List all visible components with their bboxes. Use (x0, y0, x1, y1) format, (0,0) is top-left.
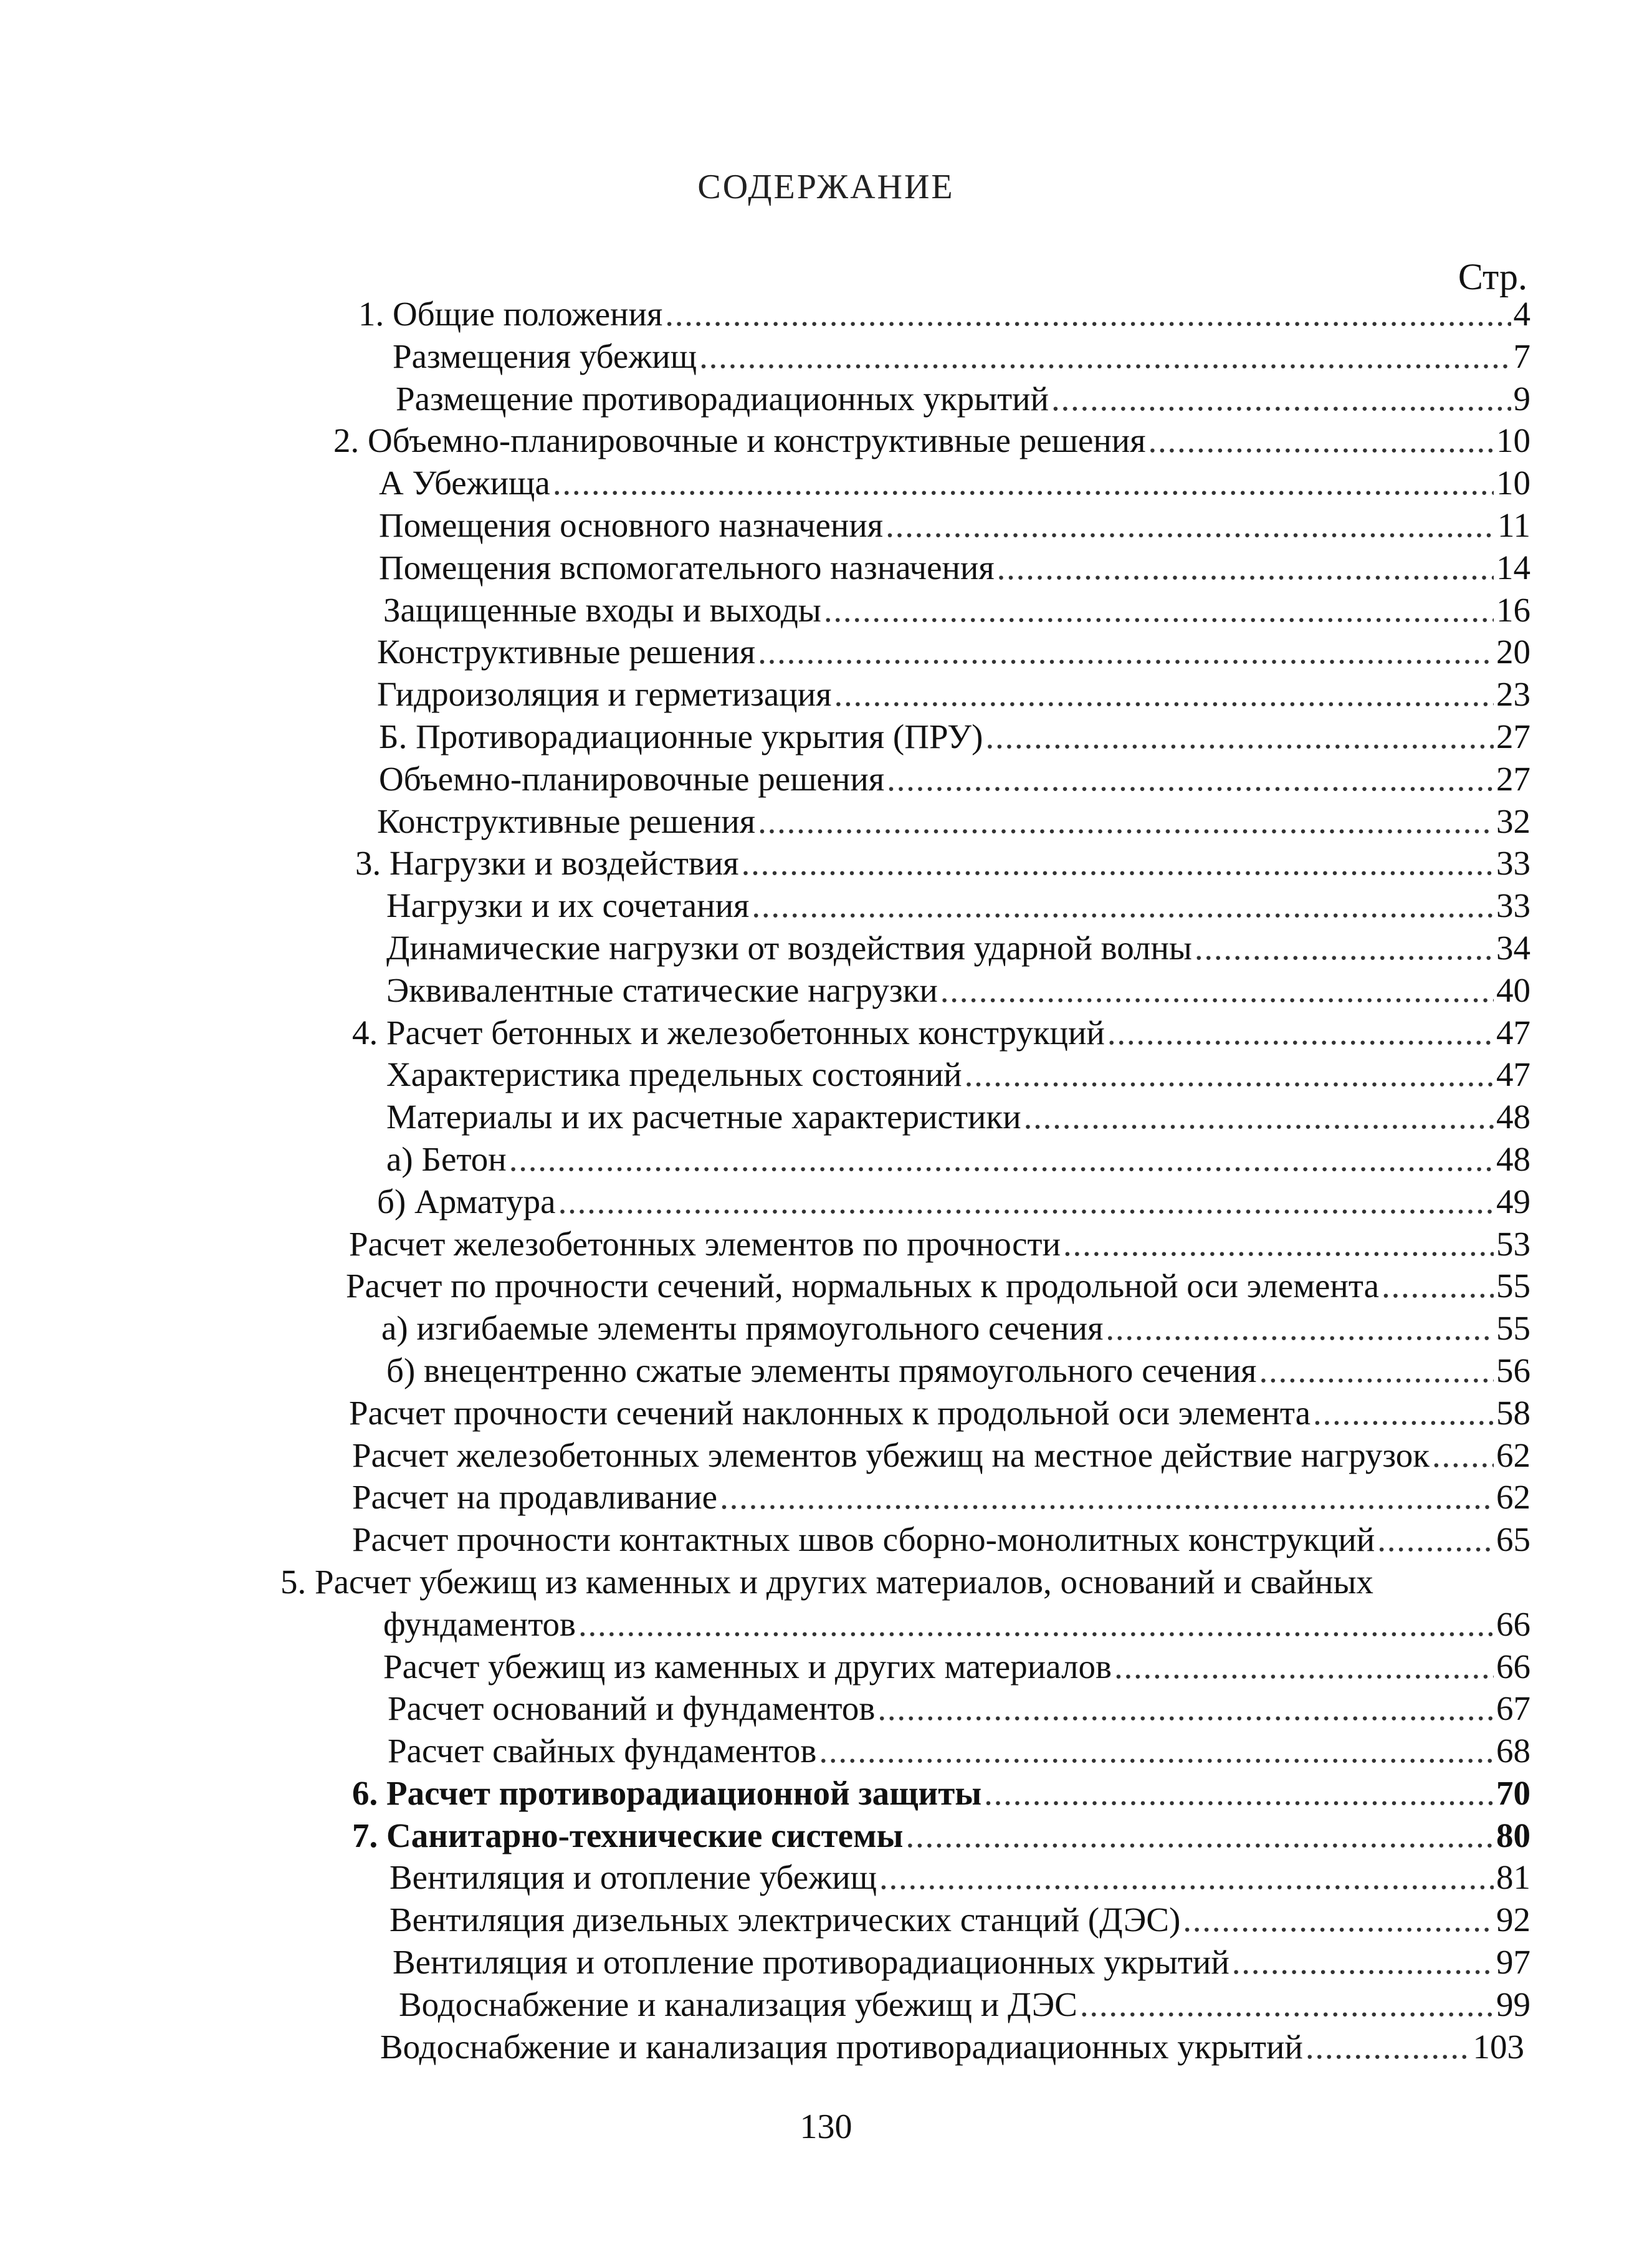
toc-entry-title: 6. Расчет противорадиационной защиты (352, 1773, 982, 1812)
toc-leader-dots (1306, 2026, 1471, 2068)
toc-leader-dots (1432, 1434, 1494, 1477)
toc-leader-dots (1063, 1223, 1494, 1265)
toc-entry-page: 4 (1513, 295, 1530, 333)
toc-leader-dots (1195, 927, 1494, 969)
toc-entry-title: Расчет прочности контактных швов сборно-монолитных конструкций (352, 1520, 1375, 1559)
toc-leader-dots (887, 758, 1494, 800)
toc-entry-page: 33 (1496, 844, 1530, 883)
toc-entry[interactable] (0, 1730, 1652, 1772)
toc-leader-dots (758, 631, 1494, 673)
toc-entry-page: 103 (1473, 2027, 1524, 2066)
toc-entry-title: Вентиляция и отопление убежищ (389, 1858, 877, 1897)
toc-entry-title: Вентиляция дизельных электрических станций (ДЭС) (389, 1901, 1181, 1939)
toc-entry[interactable] (0, 589, 1652, 631)
toc-leader-dots (819, 1730, 1494, 1772)
toc-entry-page: 55 (1496, 1267, 1530, 1305)
toc-entry-page: 34 (1496, 928, 1530, 967)
toc-leader-dots (1148, 420, 1494, 462)
toc-leader-dots (997, 547, 1494, 589)
toc-entry-page: 55 (1496, 1309, 1530, 1348)
toc-leader-dots (1382, 1265, 1494, 1307)
toc-entry-page: 33 (1496, 886, 1530, 925)
toc-leader-dots (1080, 1983, 1494, 2026)
toc-entry[interactable] (0, 842, 1652, 885)
toc-entry-title: б) Арматура (377, 1182, 556, 1221)
toc-entry[interactable] (0, 1223, 1652, 1265)
toc-entry[interactable] (0, 504, 1652, 547)
toc-entry[interactable] (0, 758, 1652, 800)
toc-leader-dots (1024, 1096, 1494, 1138)
toc-leader-dots (553, 462, 1494, 504)
toc-entry[interactable] (0, 673, 1652, 716)
toc-entry-title: 7. Санитарно-технические системы (352, 1816, 904, 1854)
toc-entry[interactable] (0, 1687, 1652, 1730)
toc-entry-page: 58 (1496, 1393, 1530, 1432)
toc-entry-page: 67 (1496, 1689, 1530, 1728)
toc-entry[interactable] (0, 716, 1652, 758)
toc-entry-page: 70 (1496, 1773, 1530, 1812)
toc-entry-title: Динамические нагрузки от воздействия ударной волны (386, 928, 1192, 967)
toc-entry[interactable] (0, 1012, 1652, 1054)
toc-leader-dots (1183, 1899, 1494, 1941)
toc-entry[interactable] (0, 1772, 1652, 1815)
toc-entry-title: а) Бетон (386, 1139, 507, 1178)
toc-entry-page: 68 (1496, 1732, 1530, 1770)
toc-entry-page: 9 (1513, 379, 1530, 418)
toc-entry-title: Материалы и их расчетные характеристики (386, 1098, 1021, 1136)
toc-entry-page: 53 (1496, 1224, 1530, 1263)
toc-entry-title: Водоснабжение и канализация противорадиационных укрытий (380, 2027, 1303, 2066)
toc-leader-dots (824, 589, 1494, 631)
toc-entry[interactable] (0, 1181, 1652, 1223)
toc-entry[interactable] (0, 335, 1652, 378)
toc-entry-page: 92 (1496, 1901, 1530, 1939)
toc-entry[interactable] (0, 1307, 1652, 1350)
toc-entry-page: 27 (1496, 759, 1530, 798)
toc-entry-page: 66 (1496, 1604, 1530, 1643)
toc-entry[interactable] (0, 420, 1652, 462)
toc-entry[interactable] (0, 1646, 1652, 1688)
toc-entry-page: 65 (1496, 1520, 1530, 1559)
toc-entry-title: Расчет свайных фундаментов (388, 1732, 817, 1770)
toc-leader-dots (906, 1815, 1494, 1857)
toc-leader-dots (1105, 1307, 1494, 1350)
toc-leader-dots (1232, 1941, 1494, 1983)
toc-entry[interactable] (0, 1856, 1652, 1899)
toc-entry[interactable] (0, 631, 1652, 673)
toc-entry-title: Размещения убежищ (393, 337, 697, 375)
toc-leader-dots (834, 673, 1494, 716)
toc-entry-page: 97 (1496, 1943, 1530, 1982)
toc-entry-title: Конструктивные решения (377, 802, 756, 840)
toc-leader-dots (886, 504, 1495, 547)
toc-entry-title: Конструктивные решения (377, 633, 756, 671)
toc-entry[interactable] (0, 1603, 1652, 1646)
toc-entry[interactable] (0, 800, 1652, 843)
toc-entry-title: б) внецентренно сжатые элементы прямоугольного сечения (386, 1351, 1257, 1389)
toc-entry[interactable] (0, 1476, 1652, 1518)
toc-leader-dots (665, 293, 1511, 335)
toc-entry-page: 14 (1496, 548, 1530, 587)
toc-leader-dots (984, 1772, 1494, 1815)
toc-entry-page: 81 (1496, 1858, 1530, 1897)
toc-entry-title: Расчет прочности сечений наклонных к продольной оси элемента (349, 1393, 1311, 1432)
toc-entry-page: 20 (1496, 633, 1530, 671)
toc-entry-page: 10 (1496, 464, 1530, 502)
toc-entry-page: 23 (1496, 675, 1530, 714)
toc-entry-title: А Убежища (379, 464, 550, 502)
toc-entry-title: Эквивалентные статические нагрузки (386, 971, 938, 1009)
toc-leader-dots (758, 800, 1494, 843)
toc-entry[interactable] (0, 1434, 1652, 1477)
toc-leader-dots (578, 1603, 1494, 1646)
toc-entry-title: Гидроизоляция и герметизация (377, 675, 832, 714)
toc-entry-title: Расчет по прочности сечений, нормальных к продольной оси элемента (346, 1267, 1379, 1305)
toc-entry-page: 10 (1496, 421, 1530, 460)
toc-entry-title: Нагрузки и их сочетания (386, 886, 750, 925)
toc-entry-page: 7 (1513, 337, 1530, 375)
toc-leader-dots (1107, 1012, 1494, 1054)
toc-entry[interactable] (0, 462, 1652, 504)
toc-entry-page: 49 (1496, 1182, 1530, 1221)
toc-entry[interactable] (0, 378, 1652, 420)
toc-entry-page: 16 (1496, 590, 1530, 629)
toc-entry-page: 56 (1496, 1351, 1530, 1389)
toc-entry-page: 32 (1496, 802, 1530, 840)
toc-leader-dots (720, 1476, 1494, 1518)
toc-entry-multiline-head[interactable] (0, 1561, 1652, 1603)
toc-entry[interactable] (0, 1138, 1652, 1181)
toc-entry-title: Б. Противорадиационные укрытия (ПРУ) (379, 717, 983, 755)
toc-entry-title: Помещения основного назначения (379, 506, 884, 544)
toc-entry-title: 4. Расчет бетонных и железобетонных конструкций (352, 1013, 1105, 1052)
toc-entry-title: Расчет на продавливание (352, 1478, 718, 1517)
toc-leader-dots (1114, 1646, 1494, 1688)
toc-entry-title: 1. Общие положения (358, 295, 663, 333)
toc-entry[interactable] (0, 547, 1652, 589)
toc-entry-page: 27 (1496, 717, 1530, 755)
toc-entry-title: а) изгибаемые элементы прямоугольного сечения (381, 1309, 1104, 1348)
toc-entry-page: 80 (1496, 1816, 1530, 1854)
toc-leader-dots (742, 842, 1494, 885)
toc-leader-dots (879, 1856, 1494, 1899)
toc-entry-page: 40 (1496, 971, 1530, 1009)
toc-entry[interactable] (0, 1265, 1652, 1307)
toc-entry-page: 47 (1496, 1055, 1530, 1094)
toc-entry-title: Расчет оснований и фундаментов (388, 1689, 876, 1728)
toc-entry[interactable] (0, 1392, 1652, 1434)
toc-entry-page: 66 (1496, 1647, 1530, 1686)
toc-entry-title: Размещение противорадиационных укрытий (396, 379, 1049, 418)
toc-entry[interactable] (0, 1518, 1652, 1561)
toc-entry[interactable] (0, 293, 1652, 335)
toc-entry-page: 11 (1497, 506, 1530, 544)
toc-leader-dots (985, 716, 1494, 758)
toc-entry[interactable] (0, 1899, 1652, 1941)
toc-leader-dots (1377, 1518, 1494, 1561)
toc-entry-title: Расчет убежищ из каменных и других материалов (383, 1647, 1112, 1686)
toc-entry[interactable] (0, 969, 1652, 1012)
toc-entry[interactable] (0, 1815, 1652, 1857)
toc-leader-dots (1313, 1392, 1494, 1434)
toc-entry[interactable] (0, 885, 1652, 927)
toc-entry-page: 48 (1496, 1098, 1530, 1136)
toc-leader-dots (965, 1053, 1494, 1096)
toc-entry-page: 99 (1496, 1985, 1530, 2023)
toc-entry[interactable] (0, 2026, 1652, 2068)
table-of-contents (0, 293, 1652, 2068)
toc-leader-dots (877, 1687, 1494, 1730)
toc-entry-title: Расчет железобетонных элементов убежищ на местное действие нагрузок (352, 1436, 1430, 1474)
toc-entry-title: 5. Расчет убежищ из каменных и других материалов, оснований и свайных (280, 1562, 1373, 1601)
toc-leader-dots (940, 969, 1494, 1012)
page-column-label: Стр. (1458, 256, 1527, 297)
toc-entry-title: фундаментов (383, 1604, 576, 1643)
toc-entry[interactable] (0, 1053, 1652, 1096)
toc-entry[interactable] (0, 1941, 1652, 1983)
toc-entry-page: 47 (1496, 1013, 1530, 1052)
toc-entry-page: 48 (1496, 1139, 1530, 1178)
toc-leader-dots (752, 885, 1494, 927)
toc-entry-title: Защищенные входы и выходы (383, 590, 821, 629)
toc-entry-page: 62 (1496, 1436, 1530, 1474)
toc-entry-page: 62 (1496, 1478, 1530, 1517)
toc-leader-dots (558, 1181, 1494, 1223)
toc-entry-title: Расчет железобетонных элементов по прочности (349, 1224, 1061, 1263)
toc-entry-title: Объемно-планировочные решения (379, 759, 885, 798)
toc-leader-dots (1259, 1350, 1494, 1392)
toc-entry-title: 3. Нагрузки и воздействия (355, 844, 739, 883)
toc-leader-dots (509, 1138, 1494, 1181)
page-number: 130 (800, 2108, 852, 2146)
toc-leader-dots (1051, 378, 1511, 420)
page-title: СОДЕРЖАНИЕ (697, 168, 955, 206)
toc-entry[interactable] (0, 1350, 1652, 1392)
toc-entry[interactable] (0, 1983, 1652, 2026)
toc-entry[interactable] (0, 1096, 1652, 1138)
toc-entry-title: Помещения вспомогательного назначения (379, 548, 995, 587)
toc-entry-title: Вентиляция и отопление противорадиационных укрытий (393, 1943, 1229, 1982)
toc-entry-title: 2. Объемно-планировочные и конструктивные решения (333, 421, 1146, 460)
toc-entry-title: Характеристика предельных состояний (386, 1055, 962, 1094)
toc-leader-dots (699, 335, 1511, 378)
toc-entry-title: Водоснабжение и канализация убежищ и ДЭС (399, 1985, 1077, 2023)
toc-entry[interactable] (0, 927, 1652, 969)
